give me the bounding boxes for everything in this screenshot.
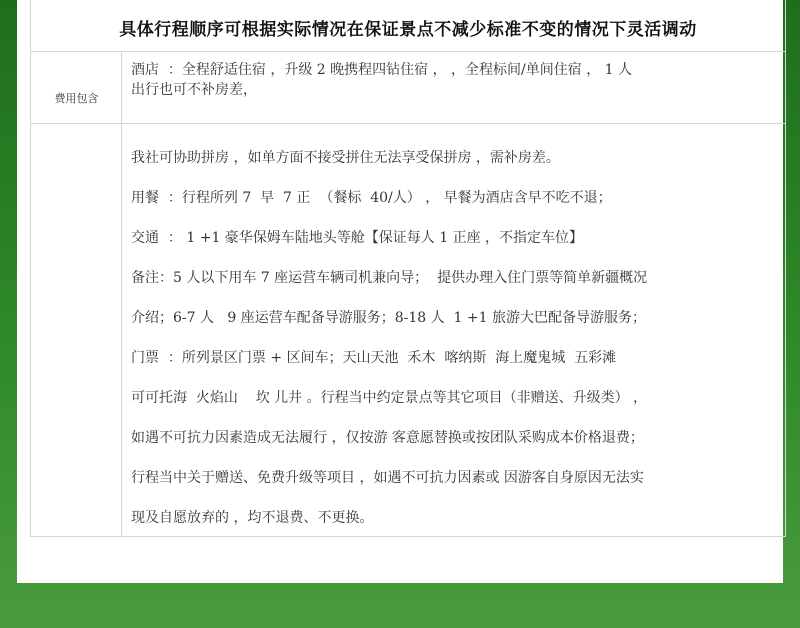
detail-line: 现及自愿放弃的 ，均不退费、不更换。 (131, 510, 374, 526)
content-panel (17, 0, 783, 583)
detail-line: 交通 ： 1 +1 豪华保姆车陆地头等舱【保证每人 1 正座 ，不指定车位】 (131, 230, 584, 246)
itinerary-table (30, 0, 786, 537)
details-label-cell (31, 124, 122, 537)
detail-line: 行程当中关于赠送、免费升级等项目 ，如遇不可抗力因素或 因游客自身原因无法实 (131, 470, 644, 486)
detail-line: 我社可协助拼房 ，如单方面不接受拼住无法享受保拼房 ，需补房差。 (131, 150, 560, 166)
fee-row-hotel (31, 52, 785, 124)
details-text (131, 147, 781, 547)
detail-line: 介绍；6-7 人 9 座运营车配备导游服务；8-18 人 1 +1 旅游大巴配备导游服务； (131, 310, 646, 326)
fee-row-details (31, 124, 785, 537)
page-title: 具体行程顺序可根据实际情况在保证景点不减少标准不变的情况下灵活调动 (31, 0, 785, 52)
detail-line: 用餐 ：行程所列 7 早 7 正 （餐标 40/人） ， 早餐为酒店含早不吃不退； (131, 190, 612, 206)
detail-line: 如遇不可抗力因素造成无法履行 ，仅按游 客意愿替换或按团队采购成本价格退费； (131, 430, 644, 446)
detail-line: 门票 ：所列景区门票 + 区间车；天山天池 禾木 喀纳斯 海上魔鬼城 五彩滩 (131, 350, 617, 366)
detail-line: 备注：5 人以下用车 7 座运营车辆司机兼向导； 提供办理入住门票等简单新疆概况 (131, 270, 648, 286)
fee-label: 费用包含 (54, 92, 99, 105)
hotel-text: 酒店 ：全程舒适住宿 ，升级 2 晚携程四钻住宿 ， ，全程标间/单间住宿 ， 1 人 出行也可不补房差， (131, 62, 633, 98)
detail-line: 可可托海 火焰山 坎 儿井 。行程当中约定景点等其它项目（非赠送、升级类） ， (131, 390, 648, 406)
fee-label-cell (31, 52, 122, 123)
